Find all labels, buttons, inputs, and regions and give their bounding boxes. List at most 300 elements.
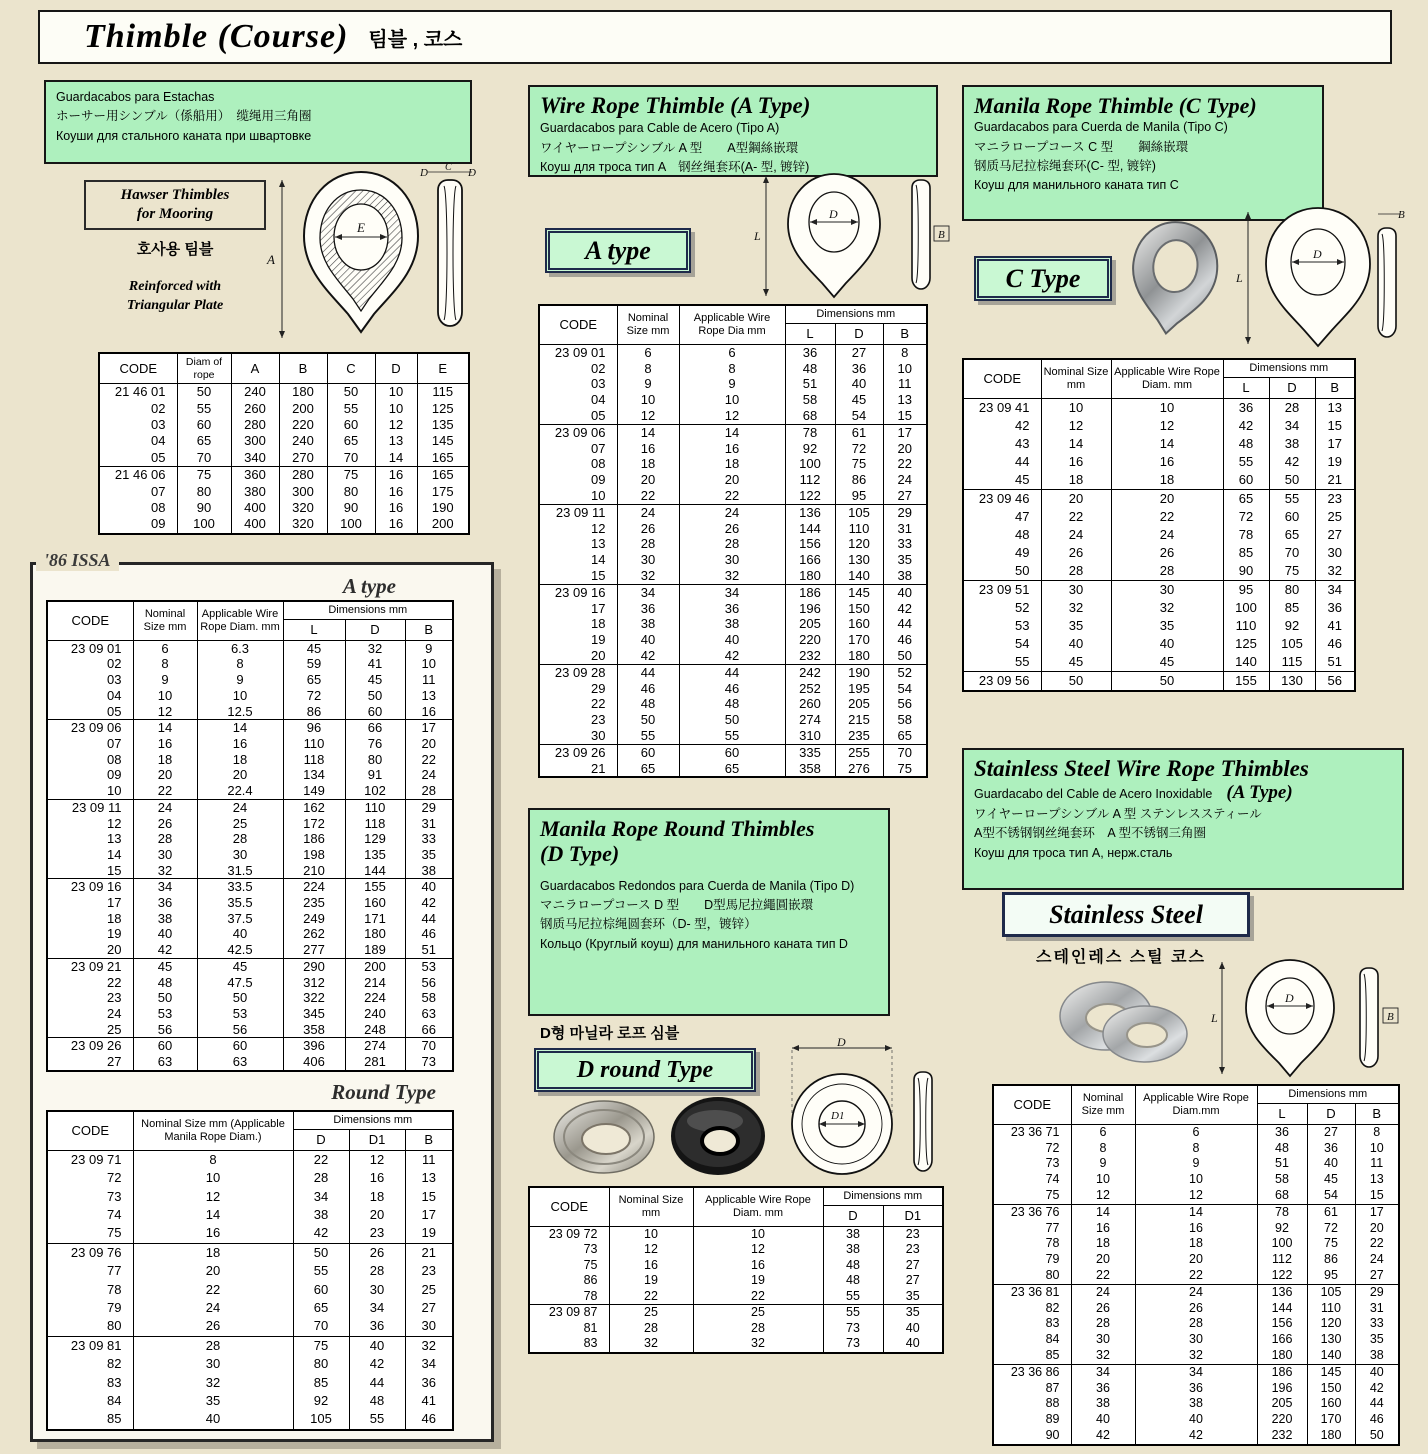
table-cell: 27 (1355, 1268, 1399, 1284)
table-row (993, 1301, 1399, 1317)
stainless-thimble-photo (1048, 970, 1193, 1072)
column-header: D (835, 324, 883, 345)
table-cell: 38 (617, 616, 679, 632)
table-cell: 84 (993, 1332, 1071, 1348)
table-cell: 170 (1307, 1412, 1355, 1428)
table-cell: 60 (197, 1038, 283, 1054)
column-header: Nominal Size mm (1071, 1085, 1135, 1124)
table-row (963, 398, 1355, 417)
table-cell: 100 (1257, 1236, 1307, 1252)
table-cell: 72 (835, 441, 883, 457)
table-row (47, 783, 453, 799)
table-cell: 14 (679, 424, 785, 440)
table-cell: 74 (993, 1172, 1071, 1188)
wire-rope-thimble-title: Wire Rope Thimble (A Type) (540, 93, 811, 118)
table-cell: 73 (993, 1156, 1071, 1172)
table-cell: 18 (133, 1243, 293, 1262)
table-cell: 32 (133, 1374, 293, 1392)
table-cell: 56 (405, 975, 453, 991)
table-row (963, 617, 1355, 635)
table-cell: 32 (617, 568, 679, 584)
table-cell: 65 (293, 1299, 349, 1317)
a-type-thimble-diagram (752, 170, 952, 302)
table-cell: 36 (405, 1374, 453, 1392)
table-row (539, 632, 927, 648)
table-cell: 16 (375, 484, 417, 500)
svg-text:D: D (829, 207, 838, 221)
table-cell: 166 (1257, 1332, 1307, 1348)
table-cell: 32 (1071, 1348, 1135, 1364)
table-cell: 240 (231, 384, 279, 401)
table-cell: 19 (693, 1273, 823, 1289)
table-row (993, 1236, 1399, 1252)
table-cell: 60 (679, 744, 785, 760)
table-row (963, 417, 1355, 435)
column-header: CODE (47, 1111, 133, 1150)
table-cell: 55 (349, 1410, 405, 1429)
table-cell: 135 (417, 417, 469, 433)
table-cell: 16 (1041, 453, 1111, 471)
table-cell: 24 (133, 1299, 293, 1317)
table-cell: 45 (1307, 1172, 1355, 1188)
issa-round-type-table (46, 1110, 454, 1431)
table-cell: 63 (197, 1054, 283, 1071)
stainless-korean-label: 스테인레스 스틸 코스 (1036, 949, 1206, 966)
column-header: Applicable Wire Rope Diam. mm (197, 601, 283, 640)
table-cell: 310 (785, 728, 835, 744)
table-cell: 12 (1111, 417, 1223, 435)
table-cell: 44 (405, 911, 453, 927)
table-cell: 290 (283, 958, 345, 974)
table-row (47, 942, 453, 958)
hawser-desc-jp-cn: ホーサー用シンブル（係船用） 缆绳用三角圈 (56, 109, 312, 124)
table-row (539, 552, 927, 568)
table-cell: 28 (133, 1336, 293, 1355)
table-cell: 10 (1355, 1141, 1399, 1157)
issa-a-type-heading: A type (342, 574, 396, 598)
table-cell: 140 (835, 568, 883, 584)
table-row (539, 616, 927, 632)
table-cell: 34 (1071, 1364, 1135, 1380)
table-cell: 23 09 01 (47, 640, 133, 656)
svg-text:D: D (420, 167, 428, 179)
table-cell: 23 09 11 (47, 799, 133, 815)
table-row (47, 1206, 453, 1224)
table-cell: 29 (883, 504, 927, 520)
table-cell: 280 (231, 417, 279, 433)
table-cell: 10 (197, 688, 283, 704)
column-header: CODE (539, 305, 617, 344)
table-cell: 60 (1223, 471, 1269, 490)
table-cell: 14 (1041, 435, 1111, 453)
table-cell: 56 (883, 696, 927, 712)
table-cell: 300 (279, 484, 327, 500)
table-cell: 23 36 81 (993, 1284, 1071, 1300)
table-cell: 38 (133, 911, 197, 927)
table-cell: 276 (835, 761, 883, 778)
table-cell: 160 (345, 895, 405, 911)
table-cell: 115 (1269, 653, 1315, 672)
table-cell: 09 (47, 767, 133, 783)
table-cell: 92 (785, 441, 835, 457)
table-cell: 32 (1315, 562, 1355, 581)
manila-round-desc-cn: 钢质马尼拉棕绳圆套环（D- 型，镀锌） (540, 917, 757, 932)
table-row (993, 1156, 1399, 1172)
column-header: Nominal Size mm (609, 1187, 693, 1226)
table-row (47, 895, 453, 911)
table-cell: 34 (1269, 417, 1315, 435)
d-round-thimble-photo-black (668, 1094, 768, 1178)
svg-text:D: D (468, 167, 476, 179)
table-row (529, 1258, 943, 1274)
table-cell: 50 (617, 712, 679, 728)
table-cell: 90 (993, 1428, 1071, 1445)
table-cell: 22 (1111, 508, 1223, 526)
table-row (963, 489, 1355, 508)
table-cell: 55 (963, 653, 1041, 672)
table-row (529, 1305, 943, 1321)
table-cell: 35 (883, 552, 927, 568)
table-cell: 38 (823, 1242, 883, 1258)
column-header: Diam of rope (177, 353, 231, 384)
stainless-steel-box (962, 748, 1404, 890)
table-cell: 150 (835, 601, 883, 617)
table-cell: 20 (47, 942, 133, 958)
page-title: Thimble (Course) (84, 18, 349, 55)
column-header: D (1307, 1104, 1355, 1125)
table-cell: 36 (133, 895, 197, 911)
table-cell: 110 (835, 521, 883, 537)
table-cell: 31 (883, 521, 927, 537)
table-cell: 172 (283, 816, 345, 832)
table-cell: 12 (1041, 417, 1111, 435)
table-cell: 50 (1111, 671, 1223, 691)
table-cell: 60 (177, 417, 231, 433)
table-cell: 20 (1041, 489, 1111, 508)
table-cell: 42.5 (197, 942, 283, 958)
stainless-thimble-diagram (1210, 956, 1404, 1080)
table-cell: 23 36 76 (993, 1204, 1071, 1220)
table-cell: 58 (883, 712, 927, 728)
table-cell: 380 (231, 484, 279, 500)
table-cell: 95 (835, 488, 883, 504)
table-cell: 9 (1135, 1156, 1257, 1172)
table-cell: 17 (539, 601, 617, 617)
table-cell: 23 09 06 (47, 720, 133, 736)
table-cell: 34 (617, 584, 679, 600)
table-cell: 22 (693, 1289, 823, 1305)
table-cell: 260 (231, 401, 279, 417)
table-cell: 16 (693, 1258, 823, 1274)
table-cell: 20 (539, 648, 617, 664)
table-cell: 04 (99, 433, 177, 449)
table-cell: 78 (1257, 1204, 1307, 1220)
stainless-title: Stainless Steel Wire Rope Thimbles (974, 756, 1309, 781)
table-cell: 33 (1355, 1316, 1399, 1332)
table-cell: 14 (1135, 1204, 1257, 1220)
table-cell: 360 (231, 467, 279, 484)
table-cell: 232 (1257, 1428, 1307, 1445)
table-row (47, 640, 453, 656)
table-cell: 52 (883, 664, 927, 680)
table-cell: 12 (349, 1150, 405, 1169)
table-cell: 46 (1355, 1412, 1399, 1428)
table-cell: 10 (1071, 1172, 1135, 1188)
table-row (47, 752, 453, 768)
table-cell: 75 (1307, 1236, 1355, 1252)
table-cell: 100 (177, 516, 231, 533)
table-cell: 340 (231, 450, 279, 467)
table-cell: 50 (327, 384, 375, 401)
table-cell: 12 (1071, 1188, 1135, 1204)
table-cell: 23 09 87 (529, 1305, 609, 1321)
hawser-label-korean: 호사용 팀블 (136, 241, 214, 258)
table-row (47, 926, 453, 942)
table-cell: 87 (993, 1381, 1071, 1397)
table-cell: 34 (679, 584, 785, 600)
table-cell: 45 (1041, 653, 1111, 672)
manila-round-desc-jp: マニラロープコース D 型 D型馬尼拉繩圓嵌環 (540, 897, 814, 912)
table-cell: 40 (1307, 1156, 1355, 1172)
manila-rope-thimble-box (962, 85, 1324, 221)
table-cell: 100 (327, 516, 375, 533)
table-row (539, 408, 927, 424)
table-cell: 23 09 26 (47, 1038, 133, 1054)
table-cell: 55 (1223, 453, 1269, 471)
table-cell: 44 (617, 664, 679, 680)
column-header: D (375, 353, 417, 384)
table-row (99, 516, 469, 533)
table-cell: 30 (133, 847, 197, 863)
table-cell: 130 (1269, 671, 1315, 691)
table-cell: 20 (405, 736, 453, 752)
table-cell: 18 (1111, 471, 1223, 490)
table-row (529, 1336, 943, 1353)
table-cell: 85 (1223, 544, 1269, 562)
column-header: L (785, 324, 835, 345)
table-cell: 22 (133, 783, 197, 799)
table-cell: 16 (679, 441, 785, 457)
table-cell: 40 (617, 632, 679, 648)
hawser-dimensions-table (98, 352, 470, 535)
svg-text:L: L (1236, 271, 1243, 285)
table-cell: 144 (785, 521, 835, 537)
table-cell: 77 (47, 1262, 133, 1280)
table-cell: 26 (1135, 1301, 1257, 1317)
table-cell: 165 (417, 450, 469, 467)
table-cell: 8 (883, 344, 927, 360)
table-cell: 88 (993, 1396, 1071, 1412)
table-cell: 322 (283, 990, 345, 1006)
table-cell: 15 (1315, 417, 1355, 435)
table-cell: 58 (1257, 1172, 1307, 1188)
reinforced-line1: Reinforced with (128, 279, 222, 294)
table-cell: 19 (405, 1224, 453, 1243)
table-cell: 95 (1223, 580, 1269, 599)
table-cell: 16 (375, 500, 417, 516)
stainless-steel-table (992, 1084, 1400, 1446)
table-cell: 9 (617, 376, 679, 392)
table-cell: 83 (529, 1336, 609, 1353)
table-row (539, 504, 927, 520)
table-cell: 16 (1071, 1221, 1135, 1237)
table-cell: 277 (283, 942, 345, 958)
table-cell: 28 (1041, 562, 1111, 581)
table-cell: 9 (133, 672, 197, 688)
table-cell: 28 (1071, 1316, 1135, 1332)
table-cell: 196 (1257, 1381, 1307, 1397)
table-cell: 30 (1071, 1332, 1135, 1348)
manila-thimble-desc-jp: マニラロープコース C 型 鋼絲嵌環 (974, 139, 1189, 154)
table-cell: 28 (679, 536, 785, 552)
table-cell: 50 (963, 562, 1041, 581)
column-header: Dimensions mm (785, 305, 927, 324)
d-round-thimble-photo-metal (548, 1096, 660, 1178)
table-row (47, 656, 453, 672)
table-cell: 81 (529, 1321, 609, 1337)
table-cell: 65 (617, 761, 679, 778)
column-header: CODE (963, 359, 1041, 398)
reinforced-line2: Triangular Plate (126, 297, 224, 313)
table-cell: 144 (1257, 1301, 1307, 1317)
table-row (963, 599, 1355, 617)
table-row (47, 958, 453, 974)
table-cell: 16 (133, 1224, 293, 1243)
d-round-thimble-diagram (768, 1038, 954, 1180)
table-cell: 30 (539, 728, 617, 744)
table-cell: 45 (835, 392, 883, 408)
table-cell: 165 (417, 467, 469, 484)
table-cell: 12 (375, 417, 417, 433)
table-cell: 36 (785, 344, 835, 360)
table-cell: 17 (47, 895, 133, 911)
stainless-steel-label: Stainless Steel (1002, 892, 1250, 937)
table-header-row (539, 305, 927, 324)
table-cell: 214 (345, 975, 405, 991)
table-cell: 20 (1111, 489, 1223, 508)
table-cell: 27 (883, 1258, 943, 1274)
table-cell: 51 (785, 376, 835, 392)
table-cell: 235 (835, 728, 883, 744)
table-header-row (99, 353, 469, 384)
table-row (47, 1038, 453, 1054)
table-cell: 03 (99, 417, 177, 433)
table-cell: 36 (349, 1317, 405, 1336)
table-cell: 44 (963, 453, 1041, 471)
table-row (539, 361, 927, 377)
table-row (47, 1392, 453, 1410)
table-cell: 50 (197, 990, 283, 1006)
manila-thimble-desc-ru: Коуш для манильного каната тип C (974, 178, 1179, 193)
hawser-label-line1: Hawser Thimbles (120, 187, 230, 204)
table-cell: 28 (1135, 1316, 1257, 1332)
table-cell: 9 (1071, 1156, 1135, 1172)
table-row (529, 1226, 943, 1242)
table-cell: 72 (993, 1141, 1071, 1157)
table-row (47, 1169, 453, 1187)
table-cell: 55 (293, 1262, 349, 1280)
table-cell: 24 (197, 799, 283, 815)
table-cell: 50 (1041, 671, 1111, 691)
table-cell: 40 (883, 1336, 943, 1353)
table-cell: 12 (679, 408, 785, 424)
table-cell: 54 (1307, 1188, 1355, 1204)
table-row (539, 521, 927, 537)
table-cell: 10 (539, 488, 617, 504)
table-cell: 35.5 (197, 895, 283, 911)
table-cell: 13 (1315, 398, 1355, 417)
table-row (993, 1364, 1399, 1380)
table-cell: 38 (823, 1226, 883, 1242)
table-cell: 63 (133, 1054, 197, 1071)
column-header: Dimensions mm (1223, 359, 1355, 378)
table-cell: 160 (835, 616, 883, 632)
table-cell: 180 (1257, 1348, 1307, 1364)
table-cell: 16 (375, 516, 417, 533)
table-row (993, 1204, 1399, 1220)
table-cell: 45 (1111, 653, 1223, 672)
table-cell: 50 (1269, 471, 1315, 490)
table-cell: 28 (405, 783, 453, 799)
table-row (963, 671, 1355, 691)
table-cell: 15 (47, 863, 133, 879)
table-cell: 36 (617, 601, 679, 617)
table-cell: 41 (1315, 617, 1355, 635)
svg-text:C: C (445, 164, 452, 173)
table-row (539, 761, 927, 778)
table-cell: 242 (785, 664, 835, 680)
table-cell: 23 09 41 (963, 398, 1041, 417)
table-cell: 25 (197, 816, 283, 832)
svg-text:A: A (267, 252, 275, 267)
wire-rope-a-type-table (538, 304, 928, 778)
table-cell: 18 (1135, 1236, 1257, 1252)
table-cell: 220 (785, 632, 835, 648)
manila-round-title-line2: (D Type) (540, 841, 620, 867)
table-cell: 30 (405, 1317, 453, 1336)
table-cell: 180 (785, 568, 835, 584)
table-cell: 125 (417, 401, 469, 417)
table-cell: 27 (405, 1299, 453, 1317)
table-cell: 60 (617, 744, 679, 760)
table-row (539, 344, 927, 360)
table-cell: 38 (1135, 1396, 1257, 1412)
table-row (993, 1221, 1399, 1237)
table-cell: 61 (835, 424, 883, 440)
table-cell: 46 (405, 1410, 453, 1429)
table-cell: 32 (1041, 599, 1111, 617)
table-cell: 24 (47, 1006, 133, 1022)
table-cell: 26 (1071, 1301, 1135, 1317)
table-cell: 65 (883, 728, 927, 744)
table-cell: 22 (405, 752, 453, 768)
table-cell: 10 (375, 401, 417, 417)
table-cell: 23 (1315, 489, 1355, 508)
table-row (47, 879, 453, 895)
table-cell: 03 (47, 672, 133, 688)
table-cell: 48 (1257, 1141, 1307, 1157)
table-cell: 23 (883, 1226, 943, 1242)
stainless-desc-cn: A型不锈钢钢丝绳套环 A 型不锈钢三角圈 (974, 826, 1206, 841)
table-row (963, 562, 1355, 581)
table-cell: 04 (47, 688, 133, 704)
table-cell: 45 (133, 958, 197, 974)
table-cell: 55 (823, 1305, 883, 1321)
table-cell: 6 (1135, 1124, 1257, 1140)
table-cell: 17 (1355, 1204, 1399, 1220)
table-row (47, 911, 453, 927)
table-cell: 34 (405, 1355, 453, 1373)
